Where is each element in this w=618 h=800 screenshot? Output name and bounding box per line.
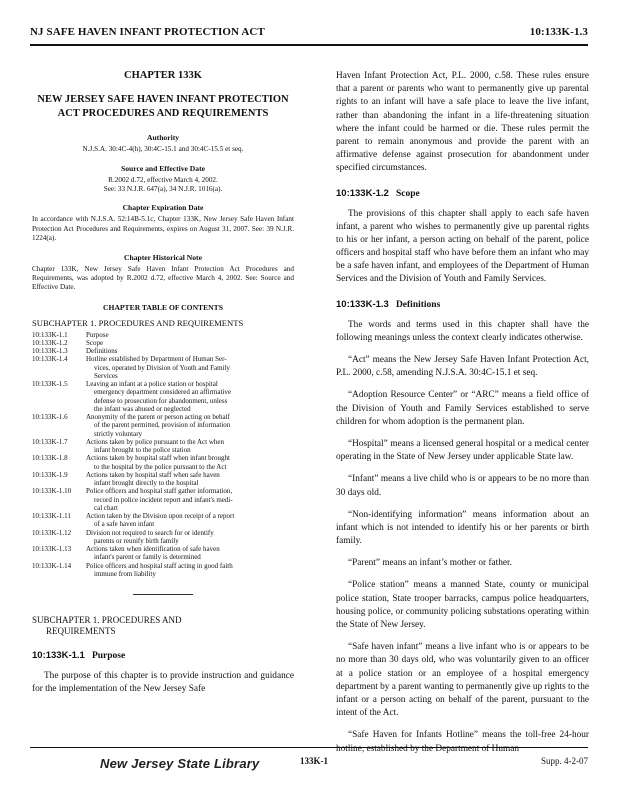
toc-entry — [32, 438, 294, 455]
section-heading-1-3 — [336, 299, 589, 310]
definitions-intro: The words and terms used in this chapter shall have the following meanings unless the context clearly indicates otherwise. — [336, 319, 589, 343]
section-heading-1-2 — [336, 188, 589, 199]
toc-entry-title — [86, 347, 294, 355]
toc-entry-line: Anonymity of the parent or person acting on behalf — [86, 413, 230, 422]
definition-paragraph: “Hospital” means a licensed general hospital or a medical center operating in the State of New Jersey under applicable State law. — [336, 438, 589, 463]
toc-entry-line: Police officers and hospital staff gather information, — [86, 487, 233, 496]
toc-entry-number: 10:133K-1.7 — [32, 437, 68, 446]
toc-entry-title — [86, 562, 294, 579]
toc-entry-line: of the parent permitted, provision of information — [94, 421, 231, 430]
header-title: NJ SAFE HAVEN INFANT PROTECTION ACT — [30, 26, 265, 38]
toc-entry-line: defense to prosecution for abandonment, unless — [94, 396, 228, 405]
toc-entry-number: 10:133K-1.4 — [32, 355, 68, 364]
toc-entry-line: to the hospital by the police pursuant to the Act — [94, 462, 227, 471]
toc-entry-line: emergency department considered an affirmative — [94, 388, 231, 397]
toc-entry-line: Purpose — [86, 330, 109, 339]
toc-entry — [32, 512, 294, 529]
toc-entry-number: 10:133K-1.8 — [32, 454, 68, 463]
section-divider — [133, 594, 193, 595]
toc-entry-line: Leaving an infant at a police station or hospital — [86, 380, 218, 389]
section-number: 10:133K-1.1 — [32, 649, 85, 661]
history-heading: Chapter Historical Note — [124, 252, 202, 262]
definition-paragraph: “Safe Haven for Infants Hotline” means the toll-free 24-hour hotline, established by the Department of Human — [336, 730, 589, 754]
scope-paragraph: The provisions of this chapter shall apply to each safe haven infant, a parent who wishes to permanently give up parental rights to his or her infant, a person acting on behalf of the parent, police officers and hospital staff who have before them an infant who may be a safe haven infant, and employees of the Department of Human Services and the Division of Youth and Family Services. — [336, 208, 589, 285]
toc-entry-line: Definitions — [86, 347, 118, 356]
toc-entry-title — [86, 454, 294, 471]
header-section: 10:133K-1.3 — [529, 26, 588, 38]
subchapter-heading-line-1: SUBCHAPTER 1. PROCEDURES AND — [32, 615, 182, 626]
authority-heading: Authority — [146, 133, 180, 143]
toc-entry-title — [86, 512, 294, 529]
toc-entry-line: Hotline established by Department of Human Ser- — [86, 355, 227, 364]
toc-entry-line: record in police incident report and infant's medi- — [94, 495, 233, 504]
toc-entry-line: Actions taken by hospital staff when infant brought — [86, 454, 230, 463]
definition-paragraph: “Infant” means a live child who is or appears to be no more than 30 days old. — [336, 474, 589, 498]
subchapter-heading-line-2: REQUIREMENTS — [46, 626, 116, 637]
toc-entry-number: 10:133K-1.9 — [32, 470, 68, 479]
toc-entry-title — [86, 471, 294, 488]
toc-subchapter: SUBCHAPTER 1. PROCEDURES AND REQUIREMENTS — [32, 317, 244, 328]
chapter-subtitle: NEW JERSEY SAFE HAVEN INFANT PROTECTION ACT PROCEDURES AND REQUIREMENTS — [37, 94, 289, 120]
section-title: Scope — [395, 188, 420, 199]
section-heading-1-1 — [32, 650, 294, 661]
purpose-paragraph: The purpose of this chapter is to provide instruction and guidance for the implementation of the New Jersey Safe — [32, 670, 294, 694]
toc-entry-line: Actions taken by police pursuant to the Act when — [86, 437, 225, 446]
source-line-1: R.2002 d.72, effective March 4, 2002. — [108, 175, 218, 184]
source-text — [32, 176, 294, 195]
right-column — [336, 70, 589, 765]
toc-entry — [32, 347, 294, 355]
definition-paragraph: “Police station” means a manned State, county or municipal police station, State trooper barracks, campus police headquarters, housing police, or community policing substations operating within the State of New Jersey. — [336, 580, 589, 630]
definition-paragraph: “Parent” means an infant’s mother or father. — [348, 558, 512, 569]
toc-entry-line: immune from liability — [94, 569, 156, 578]
toc-entry-line: infant brought to the police station — [94, 446, 191, 455]
toc-entry-line: Police officers and hospital staff acting in good faith — [86, 561, 233, 570]
toc-entry-line: strictly voluntary — [94, 429, 143, 438]
toc-entry-line: cal chart — [94, 503, 118, 512]
toc-entry-line: parents or reunify birth family — [94, 536, 179, 545]
toc-entry — [32, 529, 294, 546]
toc-entry-number: 10:133K-1.2 — [32, 338, 68, 347]
toc-entry-title — [86, 529, 294, 546]
definition-paragraph: “Adoption Resource Center” or “ARC” means a field office of the Division of Youth and Family Services established to serve children for whom adoption is the permanent plan. — [336, 390, 589, 427]
toc-entry-line: Services — [94, 371, 118, 380]
definition-paragraph: “Act” means the New Jersey Safe Haven Infant Protection Act, P.L. 2000, c.58, amending N.J.S.A. 30:4C-15.1 et seq. — [336, 355, 589, 379]
toc-entry-number: 10:133K-1.3 — [32, 347, 68, 356]
toc-entry-title — [86, 380, 294, 413]
toc-entry-line: the infant was abused or neglected — [94, 404, 191, 413]
expiration-text: In accordance with N.J.S.A. 52:14B-5.1c, Chapter 133K, New Jersey Safe Haven Infant Protection Act Procedures and Requirements, expires on August 31, 2007. See: 39 N.J.R. 1224(a). — [32, 215, 294, 243]
chapter-title: CHAPTER 133K — [124, 70, 202, 81]
toc-entry-line: Division not required to search for or identify — [86, 528, 214, 537]
toc-entry — [32, 355, 294, 380]
authority-text: N.J.S.A. 30:4C-4(h), 30:4C-15.1 and 30:4C-15.5 et seq. — [82, 145, 244, 154]
purpose-continued: Haven Infant Protection Act, P.L. 2000, c.58. These rules ensure that a parent or parents who want to permanently give up parental rights to an infant will have a safe place to leave the live infant, rather than abandoning the infant in a life-threatening situation where the infant could be harmed or die. These rules permit the parent to remain anonymous and provide the parent with an affirmative defense against prosecution for abandonment under specified circumstances. — [336, 71, 589, 174]
toc-entry — [32, 487, 294, 512]
source-heading: Source and Effective Date — [120, 163, 205, 173]
table-of-contents — [32, 331, 294, 579]
section-title: Definitions — [395, 299, 441, 310]
expiration-heading: Chapter Expiration Date — [122, 203, 204, 213]
running-header — [30, 26, 588, 38]
toc-entry — [32, 339, 294, 347]
toc-entry-title — [86, 355, 294, 380]
toc-entry — [32, 471, 294, 488]
toc-entry-number: 10:133K-1.11 — [32, 512, 71, 521]
toc-entry-line: infant's parent or family is determined — [94, 553, 201, 562]
toc-entry-line: infant brought directly to the hospital — [94, 479, 199, 488]
definition-paragraph: “Non-identifying information” means information about an infant which is not intended to identify his or her parents or birth family. — [336, 509, 589, 547]
toc-entry-number: 10:133K-1.1 — [32, 330, 68, 339]
toc-entry-title — [86, 438, 294, 455]
header-rule — [30, 44, 588, 46]
source-line-2: See: 33 N.J.R. 647(a), 34 N.J.R. 1016(a). — [103, 185, 223, 194]
toc-entry — [32, 562, 294, 579]
toc-entry — [32, 331, 294, 339]
toc-entry-line: Scope — [86, 338, 104, 347]
toc-entry — [32, 454, 294, 471]
library-watermark: New Jersey State Library — [100, 756, 260, 771]
toc-entry — [32, 380, 294, 413]
toc-entry-number: 10:133K-1.13 — [32, 545, 72, 554]
section-title: Purpose — [91, 650, 126, 661]
toc-entry-title — [86, 331, 294, 339]
toc-entry-line: vices, operated by Division of Youth and Family — [94, 363, 230, 372]
toc-entry-number: 10:133K-1.6 — [32, 413, 68, 422]
left-column — [32, 70, 294, 705]
supplement-date: Supp. 4-2-07 — [541, 756, 588, 766]
history-text: Chapter 133K, New Jersey Safe Haven Infant Protection Act Procedures and Requirements, was adopted by R.2002 d.72, effective March 4, 2002. See: Source and Effective Date. — [32, 264, 294, 292]
subchapter-heading — [32, 615, 294, 638]
toc-entry-title — [86, 487, 294, 512]
toc-entry — [32, 413, 294, 438]
toc-entry-number: 10:133K-1.10 — [32, 487, 72, 496]
toc-entry-title — [86, 339, 294, 347]
definitions-list — [336, 354, 589, 756]
toc-entry-line: Actions taken by hospital staff when safe haven — [86, 470, 220, 479]
toc-heading: CHAPTER TABLE OF CONTENTS — [103, 302, 223, 312]
section-number: 10:133K-1.2 — [336, 187, 389, 199]
footer-rule — [30, 747, 588, 748]
section-number: 10:133K-1.3 — [336, 298, 389, 310]
page-number: 133K-1 — [300, 756, 328, 766]
toc-entry-number: 10:133K-1.14 — [32, 561, 72, 570]
toc-entry-line: Action taken by the Division upon receipt of a report — [86, 512, 235, 521]
toc-entry-line: of a safe haven infant — [94, 520, 155, 529]
toc-entry-title — [86, 413, 294, 438]
toc-entry-number: 10:133K-1.12 — [32, 528, 72, 537]
definition-paragraph: “Safe haven infant” means a live infant who is or appears to be no more than 30 days old, who was voluntarily given to an officer at a police station or an employee of a hospital emergency department by a parent wanting to permanently give up rights to the infant or a person acting on behalf of the parent, pursuant to the intent of the Act. — [336, 642, 589, 719]
toc-entry-line: Actions taken when identification of safe haven — [86, 545, 220, 554]
toc-entry-number: 10:133K-1.5 — [32, 380, 68, 389]
toc-entry-title — [86, 545, 294, 562]
toc-entry — [32, 545, 294, 562]
